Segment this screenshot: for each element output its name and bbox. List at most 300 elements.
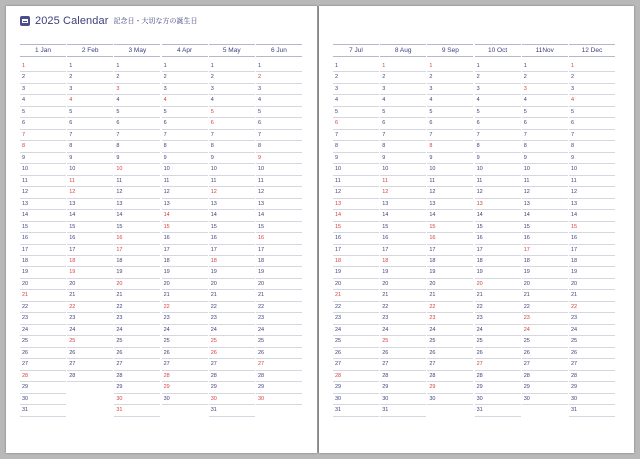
day-row[interactable]: 4	[569, 95, 615, 106]
day-row[interactable]: 3	[522, 84, 568, 95]
day-row[interactable]: 30	[475, 394, 521, 405]
day-row[interactable]: 9	[256, 153, 302, 164]
day-row[interactable]: 28	[427, 371, 473, 382]
day-row[interactable]: 15	[114, 222, 160, 233]
day-row[interactable]: 6	[20, 118, 66, 129]
day-row[interactable]: 31	[209, 405, 255, 416]
day-row[interactable]: 29	[256, 382, 302, 393]
day-row[interactable]: 16	[380, 233, 426, 244]
day-row[interactable]: 19	[67, 267, 113, 278]
day-row[interactable]: 20	[427, 279, 473, 290]
day-row[interactable]: 31	[380, 405, 426, 416]
day-row[interactable]: 29	[475, 382, 521, 393]
day-row[interactable]: 31	[114, 405, 160, 416]
day-row[interactable]: 8	[114, 141, 160, 152]
day-row[interactable]: 1	[114, 61, 160, 72]
day-row[interactable]: 10	[162, 164, 208, 175]
day-row[interactable]: 3	[380, 84, 426, 95]
day-row[interactable]: 7	[569, 130, 615, 141]
day-row[interactable]: 23	[427, 313, 473, 324]
day-row[interactable]: 12	[20, 187, 66, 198]
day-row[interactable]: 6	[209, 118, 255, 129]
day-row[interactable]: 30	[522, 394, 568, 405]
day-row[interactable]: 2	[209, 72, 255, 83]
day-row[interactable]: 30	[209, 394, 255, 405]
day-row[interactable]: 14	[20, 210, 66, 221]
day-row[interactable]: 20	[522, 279, 568, 290]
day-row[interactable]: 3	[67, 84, 113, 95]
day-row[interactable]: 14	[333, 210, 379, 221]
day-row[interactable]: 2	[114, 72, 160, 83]
day-row[interactable]: 11	[380, 176, 426, 187]
day-row[interactable]: 17	[333, 245, 379, 256]
day-row[interactable]: 16	[427, 233, 473, 244]
day-row[interactable]: 1	[522, 61, 568, 72]
day-row[interactable]: 22	[256, 302, 302, 313]
day-row[interactable]: 24	[522, 325, 568, 336]
day-row[interactable]: 10	[114, 164, 160, 175]
day-row[interactable]: 16	[67, 233, 113, 244]
day-row[interactable]: 28	[162, 371, 208, 382]
day-row[interactable]: 20	[569, 279, 615, 290]
day-row[interactable]: 21	[114, 290, 160, 301]
day-row[interactable]: 13	[20, 199, 66, 210]
day-row[interactable]: 6	[569, 118, 615, 129]
day-row[interactable]: 2	[569, 72, 615, 83]
day-row[interactable]: 30	[20, 394, 66, 405]
day-row[interactable]: 8	[256, 141, 302, 152]
day-row[interactable]: 29	[162, 382, 208, 393]
day-row[interactable]: 17	[67, 245, 113, 256]
day-row[interactable]: 26	[333, 348, 379, 359]
day-row[interactable]: 17	[209, 245, 255, 256]
day-row[interactable]: 30	[333, 394, 379, 405]
day-row[interactable]: 1	[256, 61, 302, 72]
day-row[interactable]: 19	[333, 267, 379, 278]
day-row[interactable]: 30	[427, 394, 473, 405]
day-row[interactable]: 28	[380, 371, 426, 382]
day-row[interactable]: 1	[20, 61, 66, 72]
day-row[interactable]: 29	[333, 382, 379, 393]
day-row[interactable]: 29	[380, 382, 426, 393]
day-row[interactable]: 28	[569, 371, 615, 382]
day-row[interactable]: 4	[209, 95, 255, 106]
day-row[interactable]: 16	[114, 233, 160, 244]
day-row[interactable]: 23	[569, 313, 615, 324]
day-row[interactable]: 20	[475, 279, 521, 290]
day-row[interactable]: 22	[569, 302, 615, 313]
day-row[interactable]: 22	[20, 302, 66, 313]
day-row[interactable]: 20	[162, 279, 208, 290]
day-row[interactable]: 10	[427, 164, 473, 175]
day-row[interactable]: 15	[522, 222, 568, 233]
day-row[interactable]: 4	[20, 95, 66, 106]
day-row[interactable]: 7	[380, 130, 426, 141]
day-row[interactable]: 17	[427, 245, 473, 256]
day-row[interactable]: 18	[380, 256, 426, 267]
day-row[interactable]: 12	[162, 187, 208, 198]
day-row[interactable]: 30	[380, 394, 426, 405]
day-row[interactable]: 7	[20, 130, 66, 141]
day-row[interactable]: 28	[20, 371, 66, 382]
day-row[interactable]: 8	[162, 141, 208, 152]
day-row[interactable]: 25	[522, 336, 568, 347]
day-row[interactable]: 11	[209, 176, 255, 187]
day-row[interactable]: 24	[209, 325, 255, 336]
day-row[interactable]: 11	[475, 176, 521, 187]
day-row[interactable]: 26	[569, 348, 615, 359]
day-row[interactable]: 15	[380, 222, 426, 233]
day-row[interactable]: 10	[256, 164, 302, 175]
day-row[interactable]: 7	[162, 130, 208, 141]
day-row[interactable]: 28	[475, 371, 521, 382]
day-row[interactable]: 28	[114, 371, 160, 382]
day-row[interactable]: 24	[427, 325, 473, 336]
day-row[interactable]: 13	[380, 199, 426, 210]
day-row[interactable]: 26	[20, 348, 66, 359]
day-row[interactable]: 3	[209, 84, 255, 95]
day-row[interactable]: 5	[162, 107, 208, 118]
day-row[interactable]: 18	[20, 256, 66, 267]
day-row[interactable]: 18	[475, 256, 521, 267]
day-row[interactable]: 1	[427, 61, 473, 72]
day-row[interactable]: 28	[256, 371, 302, 382]
day-row[interactable]: 14	[67, 210, 113, 221]
day-row[interactable]: 8	[380, 141, 426, 152]
day-row[interactable]: 9	[569, 153, 615, 164]
day-row[interactable]: 19	[569, 267, 615, 278]
day-row[interactable]: 26	[475, 348, 521, 359]
day-row[interactable]: 9	[380, 153, 426, 164]
day-row[interactable]: 24	[333, 325, 379, 336]
day-row[interactable]: 27	[569, 359, 615, 370]
day-row[interactable]: 21	[333, 290, 379, 301]
day-row[interactable]: 24	[256, 325, 302, 336]
day-row[interactable]: 27	[209, 359, 255, 370]
day-row[interactable]: 6	[333, 118, 379, 129]
day-row[interactable]: 25	[67, 336, 113, 347]
day-row[interactable]: 16	[256, 233, 302, 244]
day-row[interactable]: 5	[522, 107, 568, 118]
day-row[interactable]: 23	[114, 313, 160, 324]
day-row[interactable]: 13	[67, 199, 113, 210]
day-row[interactable]: 9	[67, 153, 113, 164]
day-row[interactable]: 11	[522, 176, 568, 187]
day-row[interactable]: 7	[427, 130, 473, 141]
day-row[interactable]: 20	[256, 279, 302, 290]
day-row[interactable]: 3	[162, 84, 208, 95]
day-row[interactable]: 23	[67, 313, 113, 324]
day-row[interactable]: 14	[256, 210, 302, 221]
day-row[interactable]: 29	[114, 382, 160, 393]
day-row[interactable]: 28	[333, 371, 379, 382]
day-row[interactable]: 29	[427, 382, 473, 393]
day-row[interactable]: 7	[114, 130, 160, 141]
day-row[interactable]: 5	[209, 107, 255, 118]
day-row[interactable]: 27	[162, 359, 208, 370]
day-row[interactable]: 3	[256, 84, 302, 95]
day-row[interactable]: 27	[475, 359, 521, 370]
day-row[interactable]: 19	[380, 267, 426, 278]
day-row[interactable]: 17	[475, 245, 521, 256]
day-row[interactable]: 10	[569, 164, 615, 175]
day-row[interactable]: 11	[569, 176, 615, 187]
day-row[interactable]: 21	[427, 290, 473, 301]
day-row[interactable]: 23	[380, 313, 426, 324]
day-row[interactable]: 24	[67, 325, 113, 336]
day-row[interactable]: 14	[162, 210, 208, 221]
day-row[interactable]: 18	[333, 256, 379, 267]
day-row[interactable]: 19	[256, 267, 302, 278]
day-row[interactable]: 5	[333, 107, 379, 118]
day-row[interactable]: 13	[333, 199, 379, 210]
day-row[interactable]: 27	[20, 359, 66, 370]
day-row[interactable]: 21	[20, 290, 66, 301]
day-row[interactable]: 17	[162, 245, 208, 256]
day-row[interactable]: 1	[67, 61, 113, 72]
day-row[interactable]: 8	[569, 141, 615, 152]
day-row[interactable]: 21	[522, 290, 568, 301]
day-row[interactable]: 26	[256, 348, 302, 359]
day-row[interactable]: 24	[475, 325, 521, 336]
day-row[interactable]: 4	[475, 95, 521, 106]
day-row[interactable]: 2	[67, 72, 113, 83]
day-row[interactable]: 31	[569, 405, 615, 416]
day-row[interactable]: 30	[162, 394, 208, 405]
day-row[interactable]: 2	[475, 72, 521, 83]
day-row[interactable]: 18	[209, 256, 255, 267]
day-row[interactable]: 10	[475, 164, 521, 175]
day-row[interactable]: 8	[20, 141, 66, 152]
day-row[interactable]: 15	[256, 222, 302, 233]
day-row[interactable]: 14	[114, 210, 160, 221]
day-row[interactable]: 25	[333, 336, 379, 347]
day-row[interactable]: 1	[333, 61, 379, 72]
day-row[interactable]: 1	[209, 61, 255, 72]
day-row[interactable]: 8	[427, 141, 473, 152]
day-row[interactable]: 6	[256, 118, 302, 129]
day-row[interactable]: 25	[427, 336, 473, 347]
day-row[interactable]: 12	[209, 187, 255, 198]
day-row[interactable]: 16	[20, 233, 66, 244]
day-row[interactable]: 6	[67, 118, 113, 129]
day-row[interactable]: 19	[20, 267, 66, 278]
day-row[interactable]: 19	[209, 267, 255, 278]
day-row[interactable]: 2	[333, 72, 379, 83]
day-row[interactable]: 27	[333, 359, 379, 370]
day-row[interactable]: 18	[522, 256, 568, 267]
day-row[interactable]: 11	[333, 176, 379, 187]
day-row[interactable]: 30	[256, 394, 302, 405]
day-row[interactable]: 22	[427, 302, 473, 313]
day-row[interactable]: 23	[162, 313, 208, 324]
day-row[interactable]: 19	[162, 267, 208, 278]
day-row[interactable]: 5	[67, 107, 113, 118]
day-row[interactable]: 26	[427, 348, 473, 359]
day-row[interactable]: 21	[209, 290, 255, 301]
day-row[interactable]: 31	[333, 405, 379, 416]
day-row[interactable]: 2	[380, 72, 426, 83]
day-row[interactable]: 9	[20, 153, 66, 164]
day-row[interactable]: 25	[475, 336, 521, 347]
day-row[interactable]: 15	[569, 222, 615, 233]
day-row[interactable]: 24	[20, 325, 66, 336]
day-row[interactable]: 8	[475, 141, 521, 152]
day-row[interactable]: 13	[475, 199, 521, 210]
day-row[interactable]: 4	[67, 95, 113, 106]
day-row[interactable]: 19	[427, 267, 473, 278]
day-row[interactable]: 25	[256, 336, 302, 347]
day-row[interactable]: 9	[162, 153, 208, 164]
day-row[interactable]: 22	[67, 302, 113, 313]
day-row[interactable]: 20	[114, 279, 160, 290]
day-row[interactable]: 11	[427, 176, 473, 187]
day-row[interactable]: 18	[427, 256, 473, 267]
day-row[interactable]: 26	[209, 348, 255, 359]
day-row[interactable]: 19	[522, 267, 568, 278]
day-row[interactable]: 21	[67, 290, 113, 301]
day-row[interactable]: 14	[522, 210, 568, 221]
day-row[interactable]: 7	[475, 130, 521, 141]
day-row[interactable]: 27	[114, 359, 160, 370]
day-row[interactable]: 17	[569, 245, 615, 256]
day-row[interactable]: 13	[256, 199, 302, 210]
day-row[interactable]: 29	[569, 382, 615, 393]
day-row[interactable]: 24	[114, 325, 160, 336]
day-row[interactable]: 12	[333, 187, 379, 198]
day-row[interactable]: 12	[256, 187, 302, 198]
day-row[interactable]: 16	[333, 233, 379, 244]
day-row[interactable]: 16	[475, 233, 521, 244]
day-row[interactable]: 17	[20, 245, 66, 256]
day-row[interactable]: 21	[256, 290, 302, 301]
day-row[interactable]: 18	[114, 256, 160, 267]
day-row[interactable]: 20	[380, 279, 426, 290]
day-row[interactable]: 9	[209, 153, 255, 164]
day-row[interactable]: 15	[20, 222, 66, 233]
day-row[interactable]: 12	[427, 187, 473, 198]
day-row[interactable]: 1	[380, 61, 426, 72]
day-row[interactable]: 3	[20, 84, 66, 95]
day-row[interactable]: 23	[209, 313, 255, 324]
day-row[interactable]: 16	[209, 233, 255, 244]
day-row[interactable]: 18	[256, 256, 302, 267]
day-row[interactable]: 11	[256, 176, 302, 187]
day-row[interactable]: 16	[569, 233, 615, 244]
day-row[interactable]: 21	[162, 290, 208, 301]
day-row[interactable]: 3	[569, 84, 615, 95]
day-row[interactable]: 23	[333, 313, 379, 324]
day-row[interactable]: 20	[20, 279, 66, 290]
day-row[interactable]: 10	[522, 164, 568, 175]
day-row[interactable]: 7	[522, 130, 568, 141]
day-row[interactable]: 21	[569, 290, 615, 301]
day-row[interactable]: 17	[256, 245, 302, 256]
day-row[interactable]: 29	[522, 382, 568, 393]
day-row[interactable]: 2	[162, 72, 208, 83]
day-row[interactable]: 11	[67, 176, 113, 187]
day-row[interactable]: 6	[380, 118, 426, 129]
day-row[interactable]: 6	[162, 118, 208, 129]
day-row[interactable]: 14	[569, 210, 615, 221]
day-row[interactable]: 9	[114, 153, 160, 164]
day-row[interactable]: 25	[209, 336, 255, 347]
day-row[interactable]: 22	[209, 302, 255, 313]
day-row[interactable]: 13	[569, 199, 615, 210]
day-row[interactable]: 30	[114, 394, 160, 405]
day-row[interactable]: 9	[522, 153, 568, 164]
day-row[interactable]: 14	[427, 210, 473, 221]
day-row[interactable]: 27	[522, 359, 568, 370]
day-row[interactable]: 2	[522, 72, 568, 83]
day-row[interactable]: 16	[522, 233, 568, 244]
day-row[interactable]: 31	[475, 405, 521, 416]
day-row[interactable]: 1	[162, 61, 208, 72]
day-row[interactable]: 27	[427, 359, 473, 370]
day-row[interactable]: 8	[333, 141, 379, 152]
day-row[interactable]: 10	[333, 164, 379, 175]
day-row[interactable]: 22	[333, 302, 379, 313]
day-row[interactable]: 8	[522, 141, 568, 152]
day-row[interactable]: 29	[209, 382, 255, 393]
day-row[interactable]: 26	[522, 348, 568, 359]
day-row[interactable]: 15	[162, 222, 208, 233]
day-row[interactable]: 12	[67, 187, 113, 198]
day-row[interactable]: 4	[114, 95, 160, 106]
day-row[interactable]: 17	[114, 245, 160, 256]
day-row[interactable]: 9	[475, 153, 521, 164]
day-row[interactable]: 10	[209, 164, 255, 175]
day-row[interactable]: 13	[162, 199, 208, 210]
day-row[interactable]: 16	[162, 233, 208, 244]
day-row[interactable]: 12	[475, 187, 521, 198]
day-row[interactable]: 13	[209, 199, 255, 210]
day-row[interactable]: 26	[380, 348, 426, 359]
day-row[interactable]: 25	[162, 336, 208, 347]
day-row[interactable]: 12	[569, 187, 615, 198]
day-row[interactable]: 22	[522, 302, 568, 313]
day-row[interactable]: 5	[475, 107, 521, 118]
day-row[interactable]: 20	[67, 279, 113, 290]
day-row[interactable]: 18	[569, 256, 615, 267]
day-row[interactable]: 15	[427, 222, 473, 233]
day-row[interactable]: 3	[475, 84, 521, 95]
day-row[interactable]: 22	[162, 302, 208, 313]
day-row[interactable]: 10	[20, 164, 66, 175]
day-row[interactable]: 23	[522, 313, 568, 324]
day-row[interactable]: 14	[209, 210, 255, 221]
day-row[interactable]: 26	[67, 348, 113, 359]
day-row[interactable]: 11	[114, 176, 160, 187]
day-row[interactable]: 4	[380, 95, 426, 106]
day-row[interactable]: 20	[333, 279, 379, 290]
day-row[interactable]: 1	[569, 61, 615, 72]
day-row[interactable]: 27	[256, 359, 302, 370]
day-row[interactable]: 15	[209, 222, 255, 233]
day-row[interactable]: 30	[569, 394, 615, 405]
day-row[interactable]: 14	[475, 210, 521, 221]
day-row[interactable]: 4	[162, 95, 208, 106]
day-row[interactable]: 3	[114, 84, 160, 95]
day-row[interactable]: 8	[209, 141, 255, 152]
day-row[interactable]: 11	[162, 176, 208, 187]
day-row[interactable]: 4	[522, 95, 568, 106]
day-row[interactable]: 7	[209, 130, 255, 141]
day-row[interactable]: 5	[380, 107, 426, 118]
day-row[interactable]: 22	[380, 302, 426, 313]
day-row[interactable]: 5	[20, 107, 66, 118]
day-row[interactable]: 5	[569, 107, 615, 118]
